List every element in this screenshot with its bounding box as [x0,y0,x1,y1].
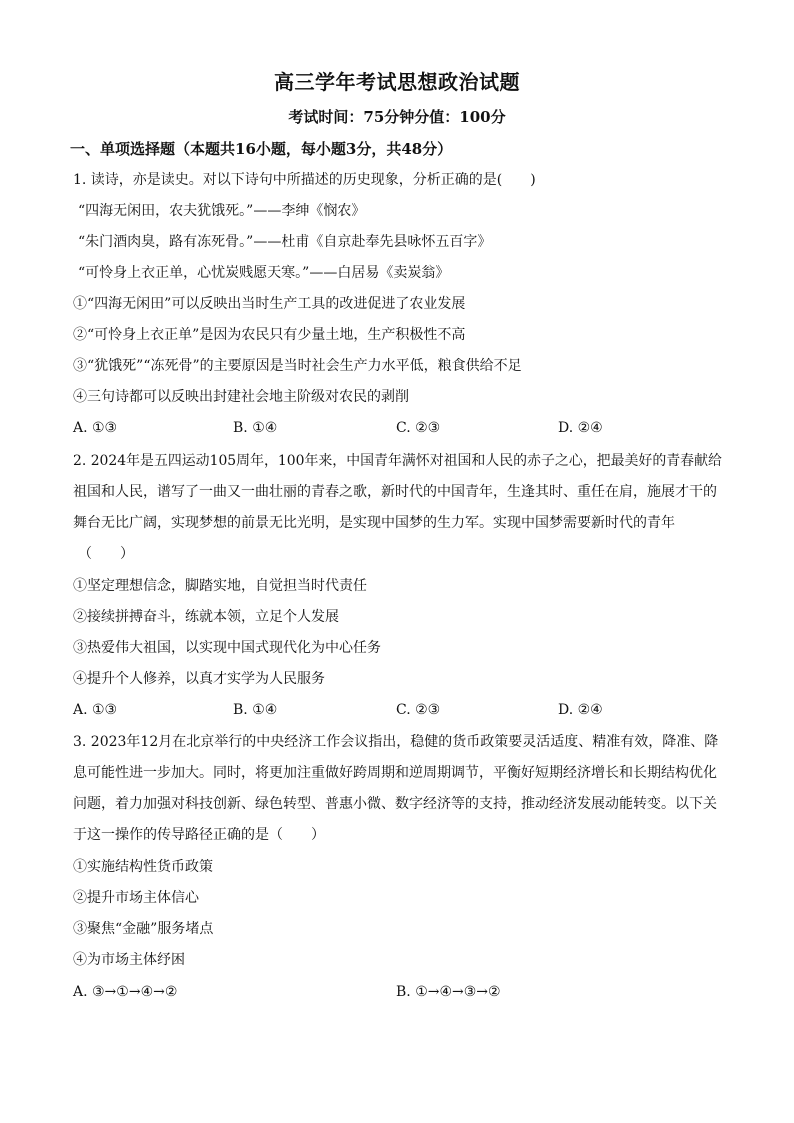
option-a[interactable]: A. ①③ [73,420,118,436]
option-c[interactable]: C. ②③ [396,702,441,718]
question-stem: 祖国和人民，谱写了一曲又一曲壮丽的青春之歌，新时代的中国青年，生逢其时、重任在肩，施展才干的 [73,484,717,500]
statement-item: ②“可怜身上衣正单”是因为农民只有少量土地，生产积极性不高 [73,327,466,343]
option-d[interactable]: D. ②④ [558,420,603,436]
statement-item: ④三句诗都可以反映出封建社会地主阶级对农民的剥削 [73,389,409,405]
question-stem: 3. 2023年12月在北京举行的中央经济工作会议指出，稳健的货币政策要灵活适度、精准有效，降准、降 [73,734,719,750]
section-heading: 一、单项选择题（本题共16小题，每小题3分，共48分） [70,140,453,158]
statement-item: ②提升市场主体信心 [73,890,199,906]
poem-line: “朱门酒肉臭，路有冻死骨。”——杜甫《自京赴奉先县咏怀五百字》 [78,234,492,250]
statement-item: ②接续拼搏奋斗，练就本领，立足个人发展 [73,609,339,625]
option-b[interactable]: B. ①→④→③→② [396,984,501,1000]
question-stem: 1. 读诗，亦是读史。对以下诗句中所描述的历史现象，分析正确的是( ) [73,172,536,188]
option-d[interactable]: D. ②④ [558,702,603,718]
option-b[interactable]: B. ①④ [233,702,278,718]
statement-item: ④提升个人修养，以真才实学为人民服务 [73,671,325,687]
poem-line: “四海无闲田，农夫犹饿死。”——李绅《悯农》 [78,203,366,219]
question-stem: 息可能性进一步加大。同时，将更加注重做好跨周期和逆周期调节，平衡好短期经济增长和长期结构优化 [73,765,717,781]
question-stem: 2. 2024年是五四运动105周年，100年来，中国青年满怀对祖国和人民的赤子之心，把最美好的青春献给 [73,453,722,469]
statement-item: ④为市场主体纾困 [73,952,185,968]
exam-info: 考试时间：75分钟分值：100分 [288,108,506,126]
answer-bracket: （ ） [78,546,134,562]
option-a[interactable]: A. ①③ [73,702,118,718]
statement-item: ①“四海无闲田”可以反映出当时生产工具的改进促进了农业发展 [73,296,466,312]
option-a[interactable]: A. ③→①→④→② [73,984,178,1000]
option-b[interactable]: B. ①④ [233,420,278,436]
option-c[interactable]: C. ②③ [396,420,441,436]
question-stem: 于这一操作的传导路径正确的是（ ） [73,827,325,843]
poem-line: “可怜身上衣正单，心忧炭贱愿天寒。”——白居易《卖炭翁》 [78,265,450,281]
statement-item: ③热爱伟大祖国，以实现中国式现代化为中心任务 [73,640,381,656]
statement-item: ①实施结构性货币政策 [73,859,213,875]
question-stem: 舞台无比广阔，实现梦想的前景无比光明，是实现中国梦的生力军。实现中国梦需要新时代的青年 [73,515,675,531]
statement-item: ③聚焦“金融”服务堵点 [73,921,214,937]
question-stem: 问题，着力加强对科技创新、绿色转型、普惠小微、数字经济等的支持，推动经济发展动能转变。以下关 [73,796,717,812]
page-title: 高三学年考试思想政治试题 [274,70,520,94]
statement-item: ①坚定理想信念，脚踏实地，自觉担当时代责任 [73,578,367,594]
statement-item: ③“犹饿死”“冻死骨”的主要原因是当时社会生产力水平低，粮食供给不足 [73,358,522,374]
